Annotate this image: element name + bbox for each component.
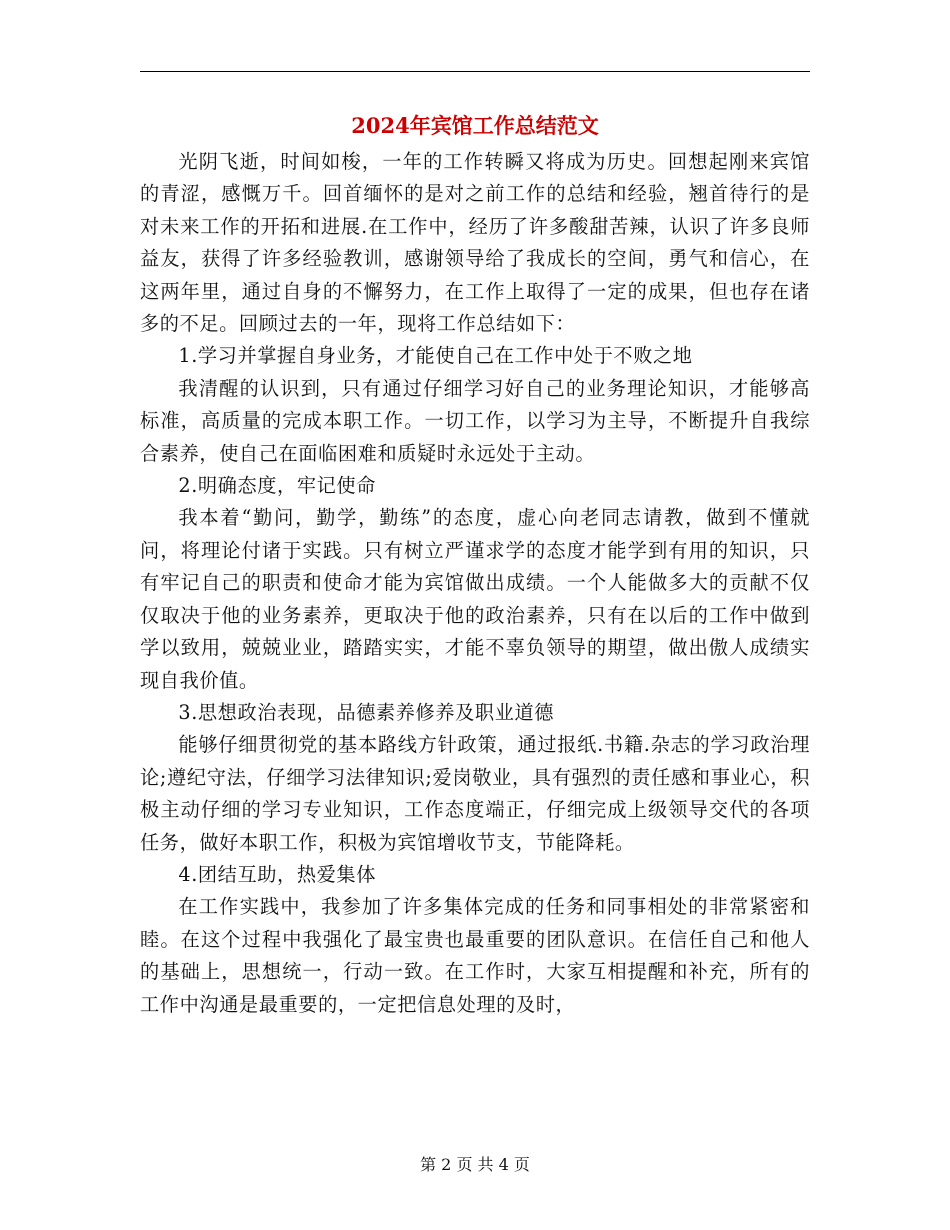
section-heading-4: 4.团结互助，热爱集体 <box>178 862 376 886</box>
document-body <box>140 146 810 1021</box>
page-footer: 第 2 页 共 4 页 <box>420 1155 530 1174</box>
paragraph-section-3: 能够仔细贯彻党的基本路线方针政策，通过报纸.书籍.杂志的学习政治理论;遵纪守法，仔细学习法律知识;爱岗敬业，具有强烈的责任感和事业心，积极主动仔细的学习专业知识，工作态度端正，仔细完成上级领导交代的各项任务，做好本职工作，积极为宾馆增收节支，节能降耗。 <box>140 733 810 854</box>
paragraph-section-2: 我本着“勤问，勤学，勤练”的态度，虚心向老同志请教，做到不懂就问，将理论付诸于实践。只有树立严谨求学的态度才能学到有用的知识，只有牢记自己的职责和使命才能为宾馆做出成绩。一个人能做多大的贡献不仅仅取决于他的业务素养，更取决于他的政治素养，只有在以后的工作中做到学以致用，兢兢业业，踏踏实实，才能不辜负领导的期望，做出傲人成绩实现自我价值。 <box>140 506 810 692</box>
section-heading-3: 3.思想政治表现，品德素养修养及职业道德 <box>178 700 555 724</box>
section-heading-2: 2.明确态度，牢记使命 <box>178 474 376 498</box>
paragraph-intro: 光阴飞逝，时间如梭，一年的工作转瞬又将成为历史。回想起刚来宾馆的青涩，感慨万千。回首缅怀的是对之前工作的总结和经验，翘首待行的是对未来工作的开拓和进展.在工作中，经历了许多酸甜苦辣，认识了许多良师益友，获得了许多经验教训，感谢领导给了我成长的空间，勇气和信心，在这两年里，通过自身的不懈努力，在工作上取得了一定的成果，但也存在诸多的不足。回顾过去的一年，现将工作总结如下： <box>140 150 810 336</box>
document-title: 2024年宾馆工作总结范文 <box>351 113 599 138</box>
header-rule <box>140 71 810 72</box>
paragraph-section-1: 我清醒的认识到，只有通过仔细学习好自己的业务理论知识，才能够高标准，高质量的完成本职工作。一切工作，以学习为主导，不断提升自我综合素养，使自己在面临困难和质疑时永远处于主动。 <box>140 376 810 465</box>
section-heading-1: 1.学习并掌握自身业务，才能使自己在工作中处于不败之地 <box>178 344 693 368</box>
paragraph-section-4: 在工作实践中，我参加了许多集体完成的任务和同事相处的非常紧密和睦。在这个过程中我强化了最宝贵也最重要的团队意识。在信任自己和他人的基础上，思想统一，行动一致。在工作时，大家互相提醒和补充，所有的工作中沟通是最重要的，一定把信息处理的及时， <box>140 895 810 1016</box>
